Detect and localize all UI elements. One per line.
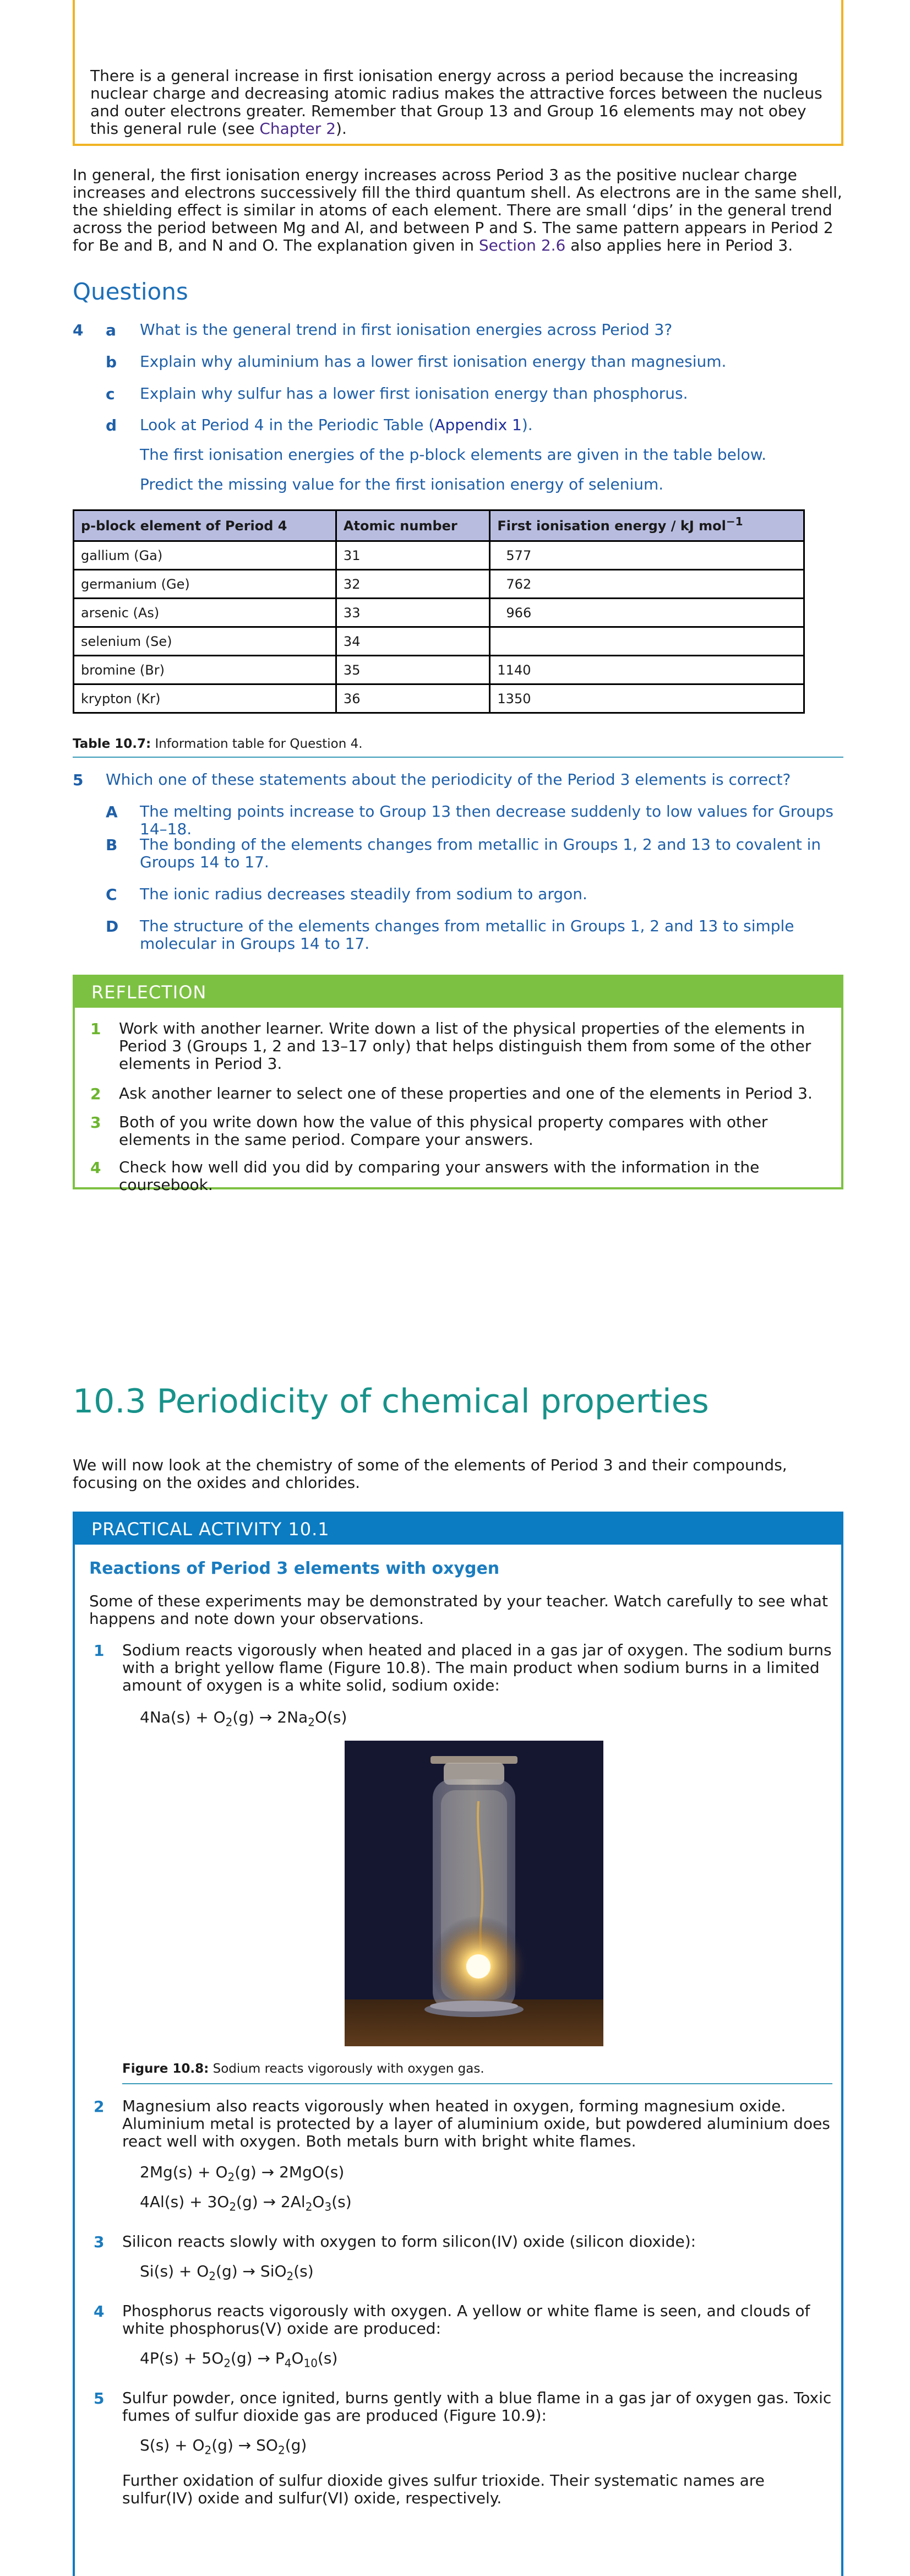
practical-activity-box [73,1512,843,2576]
q4d-text-part: Look at Period 4 in the Periodic Table ( [140,416,435,434]
callout-text [90,67,826,138]
table-cell: 1350 [490,684,804,713]
practical-intro: Some of these experiments may be demonstrated by your teacher. Watch carefully to see what happens and note down your observations. [89,1592,828,1628]
callout-text-end: ). [336,119,347,138]
table-cell: 1140 [490,656,804,684]
table-row [74,570,804,599]
practical-item-number: 5 [94,2389,105,2407]
reflection-item-number: 2 [90,1085,101,1103]
chapter-2-link[interactable]: Chapter 2 [259,119,336,138]
questions-heading: Questions [73,278,188,305]
section-2-6-link[interactable]: Section 2.6 [478,236,566,254]
table-cell: 35 [336,656,489,684]
q4b-text: Explain why aluminium has a lower first ionisation energy than magnesium. [140,352,727,371]
q4d-letter: d [106,416,117,434]
table-caption-label: Table 10.7: [73,737,151,751]
table-cell: gallium (Ga) [74,541,336,570]
reflection-heading: REFLECTION [75,977,841,1008]
table-row [74,627,804,656]
table-caption [73,737,363,751]
reflection-item-number: 3 [90,1113,101,1132]
q5-option-b-letter: B [106,836,118,854]
q5-option-d-text: The structure of the elements changes from metallic in Groups 1, 2 and 13 to simple molecular in Groups 14 to 17. [140,917,794,953]
question-5-number: 5 [73,771,84,789]
header-ie-text: First ionisation energy / kJ mol [497,518,726,534]
intro-paragraph [73,166,843,254]
q5-text: Which one of these statements about the periodicity of the Period 3 elements is correct? [106,770,791,789]
q4c-letter: c [106,385,115,403]
practical-item-number: 2 [94,2097,105,2116]
q5-option-d-letter: D [106,917,119,936]
q5-option-a-letter: A [106,803,118,821]
table-cell: 36 [336,684,489,713]
q5-option-c-letter: C [106,885,117,904]
table-cell [490,627,804,656]
q4c-text: Explain why sulfur has a lower first ionisation energy than phosphorus. [140,384,688,403]
practical-heading: PRACTICAL ACTIVITY 10.1 [75,1514,841,1545]
q4d-text-end: ). [521,416,533,434]
header-element: p-block element of Period 4 [74,510,336,541]
table-cell: bromine (Br) [74,656,336,684]
q4a-letter: a [106,321,116,339]
q4a-text: What is the general trend in first ionisation energies across Period 3? [140,320,673,339]
intro-text-end: also applies here in Period 3. [565,236,793,254]
equation-sulfur: $S(s) + O_2(g) \to SO_2(g)$ [140,2436,307,2457]
reflection-item-text: Work with another learner. Write down a list of the physical properties of the elements in Period 3 (Groups 1, 2 and 13–17 only) that helps distinguish them from some of the other elements in Period 3. [119,1019,811,1073]
reflection-item-number: 1 [90,1020,101,1038]
practical-item-text: Sulfur powder, once ignited, burns gently with a blue flame in a gas jar of oxygen gas. Toxic fumes of sulfur dioxide gas are produced (Figure 10.9): [122,2389,832,2425]
table-cell: krypton (Kr) [74,684,336,713]
table-cell: 33 [336,599,489,627]
q4d-line3: Predict the missing value for the first ionisation energy of selenium. [140,475,664,493]
figure-divider [122,2083,832,2084]
table-cell: 31 [336,541,489,570]
table-caption-text: Information table for Question 4. [151,737,363,751]
table-header-row [74,510,804,541]
caption-divider [73,757,843,758]
section-intro: We will now look at the chemistry of some of the elements of Period 3 and their compounds, focusing on the oxides and chlorides. [73,1456,787,1492]
header-atomic-number: Atomic number [336,510,489,541]
table-cell: selenium (Se) [74,627,336,656]
practical-item-number: 4 [94,2302,105,2320]
practical-item-text: Magnesium also reacts vigorously when heated in oxygen, forming magnesium oxide. Aluminium metal is protected by a layer of aluminium oxide, but powdered aluminium does react well with oxygen. Both metals burn with bright white flames. [122,2097,830,2150]
table-cell: 34 [336,627,489,656]
equation-phosphorus: $4P(s) + 5O_2(g) \to P_4O_{10}(s)$ [140,2349,338,2370]
sodium-burning-photo [345,1741,603,2046]
reflection-box [73,975,843,1194]
table-row [74,541,804,570]
table-row [74,656,804,684]
table-cell: 966 [490,599,804,627]
equation-sodium: $4Na(s) + O_2(g) \to 2Na_2O(s)$ [140,1708,347,1729]
tip-callout [73,0,843,146]
practical-item-number: 1 [94,1642,105,1660]
table-cell: 32 [336,570,489,599]
practical-further-text: Further oxidation of sulfur dioxide gives sulfur trioxide. Their systematic names are sulfur(IV) oxide and sulfur(VI) oxide, respectively. [122,2471,765,2507]
table-cell: germanium (Ge) [74,570,336,599]
equation-silicon: $Si(s) + O_2(g) \to SiO_2(s)$ [140,2262,314,2283]
figure-caption-label: Figure 10.8: [122,2062,209,2076]
callout-text-part: There is a general increase in first ionisation energy across a period because the increasing nuclear charge and decreasing atomic radius makes the attractive forces between the nucleus and outer electrons greater. Remember that Group 13 and Group 16 elements may not obey this general rule (see [90,67,822,138]
header-ie-sup: −1 [726,514,743,528]
table-row [74,599,804,627]
q4d-text [140,416,844,434]
q4b-letter: b [106,353,117,371]
reflection-item-number: 4 [90,1159,101,1177]
practical-item-text: Silicon reacts slowly with oxygen to form silicon(IV) oxide (silicon dioxide): [122,2232,696,2251]
practical-subheading: Reactions of Period 3 elements with oxygen [89,1559,500,1578]
figure-caption [122,2062,484,2076]
figure-caption-text: Sodium reacts vigorously with oxygen gas. [209,2062,484,2076]
practical-item-text: Sodium reacts vigorously when heated and placed in a gas jar of oxygen. The sodium burns with a bright yellow flame (Figure 10.8). The main product when sodium burns in a limited amount of oxygen is a white solid, sodium oxide: [122,1641,832,1694]
equation-magnesium: $2Mg(s) + O_2(g) \to 2MgO(s)$ [140,2163,345,2184]
section-title: 10.3 Periodicity of chemical properties [73,1382,709,1421]
equation-aluminium: $4Al(s) + 3O_2(g) \to 2Al_2O_3(s)$ [140,2193,352,2214]
table-row [74,684,804,713]
question-4-number: 4 [73,321,84,339]
practical-item-text: Phosphorus reacts vigorously with oxygen. A yellow or white flame is seen, and clouds of white phosphorus(V) oxide are produced: [122,2302,810,2338]
gas-jar-illustration [345,1741,603,2046]
reflection-item-text: Both of you write down how the value of this physical property compares with other elements in the same period. Compare your answers. [119,1113,768,1149]
appendix-1-link[interactable]: Appendix 1 [434,416,522,434]
reflection-item-text: Check how well did you did by comparing your answers with the information in the coursebook. [119,1158,760,1194]
table-cell: 762 [490,570,804,599]
reflection-item-text: Ask another learner to select one of these properties and one of the elements in Period 3. [119,1084,813,1102]
ionisation-energy-table [73,509,805,714]
table-cell: arsenic (As) [74,599,336,627]
q5-option-a-text: The melting points increase to Group 13 then decrease suddenly to low values for Groups 14–18. [140,802,833,838]
intro-text: In general, the first ionisation energy increases across Period 3 as the positive nuclear charge increases and electrons successively fill the third quantum shell. As electrons are in the same shell, the shielding effect is similar in atoms of each element. There are small ‘dips’ in the general trend across the period between Mg and Al, and between P and S. The same pattern appears in Period 2 for Be and B, and N and O. The explanation given in [73,166,842,254]
q5-option-c-text: The ionic radius decreases steadily from sodium to argon. [140,885,587,903]
practical-item-number: 3 [94,2233,105,2251]
header-ionisation-energy [490,510,804,541]
q5-option-b-text: The bonding of the elements changes from metallic in Groups 1, 2 and 13 to covalent in Groups 14 to 17. [140,835,821,871]
table-cell: 577 [490,541,804,570]
q4d-line2: The first ionisation energies of the p-block elements are given in the table below. [140,445,766,464]
